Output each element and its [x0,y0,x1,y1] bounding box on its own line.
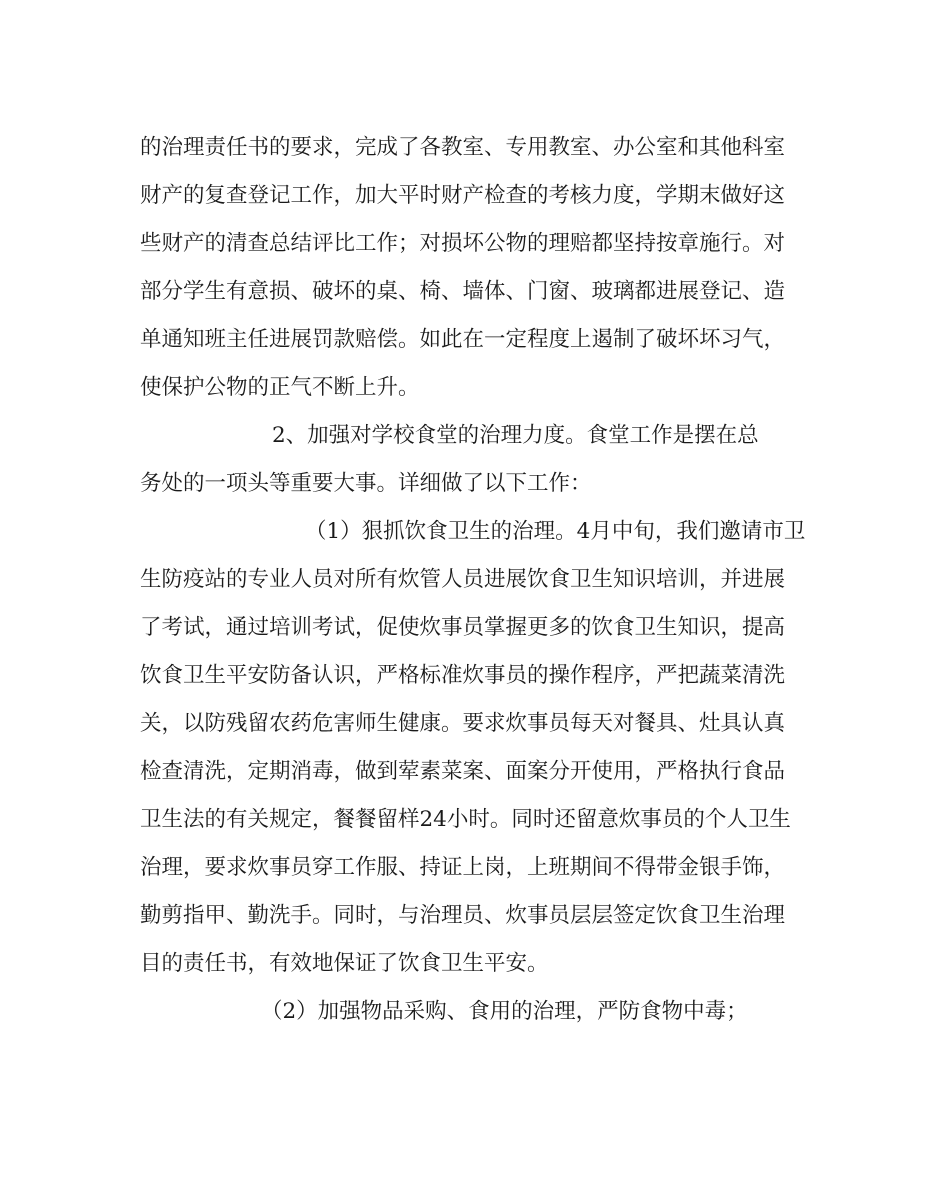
text-line: 部分学生有意损、破坏的桌、椅、墙体、门窗、玻璃都进展登记、造 [140,279,786,304]
section-heading-line: 2、加强对学校食堂的治理力度。食堂工作是摆在总 [272,423,759,448]
text-line: 财产的复查登记工作，加大平时财产检查的考核力度，学期末做好这 [140,183,786,208]
text-line: 治理，要求炊事员穿工作服、持证上岗，上班期间不得带金银手饰， [140,855,786,880]
text-line: 使保护公物的正气不断上升。 [140,375,420,400]
subsection-heading-line: （2）加强物品采购、食用的治理，严防食物中毒； [261,999,748,1024]
text-line: 饮食卫生平安防备认识，严格标准炊事员的操作程序，严把蔬菜清洗 [140,663,786,688]
text-line: 勤剪指甲、勤洗手。同时，与治理员、炊事员层层签定饮食卫生治理 [140,903,786,928]
text-line: 的治理责任书的要求，完成了各教室、专用教室、办公室和其他科室 [140,135,786,160]
text-line: 务处的一项头等重要大事。详细做了以下工作： [140,471,592,496]
text-line: 些财产的清查总结评比工作；对损坏公物的理赔都坚持按章施行。对 [140,231,786,256]
text-line: 单通知班主任进展罚款赔偿。如此在一定程度上遏制了破坏坏习气， [140,327,786,352]
text-line: 目的责任书，有效地保证了饮食卫生平安。 [140,951,549,976]
text-line: 检查清洗，定期消毒，做到荤素菜案、面案分开使用，严格执行食品 [140,759,786,784]
text-line: 了考试，通过培训考试，促使炊事员掌握更多的饮食卫生知识，提高 [140,615,786,640]
text-line: 关，以防残留农药危害师生健康。要求炊事员每天对餐具、灶具认真 [140,711,786,736]
text-line: 生防疫站的专业人员对所有炊管人员进展饮食卫生知识培训，并进展 [140,567,786,592]
text-line: 卫生法的有关规定，餐餐留样24小时。同时还留意炊事员的个人卫生 [140,807,791,832]
subsection-heading-line: （1）狠抓饮食卫生的治理。4月中旬，我们邀请市卫 [305,519,806,544]
